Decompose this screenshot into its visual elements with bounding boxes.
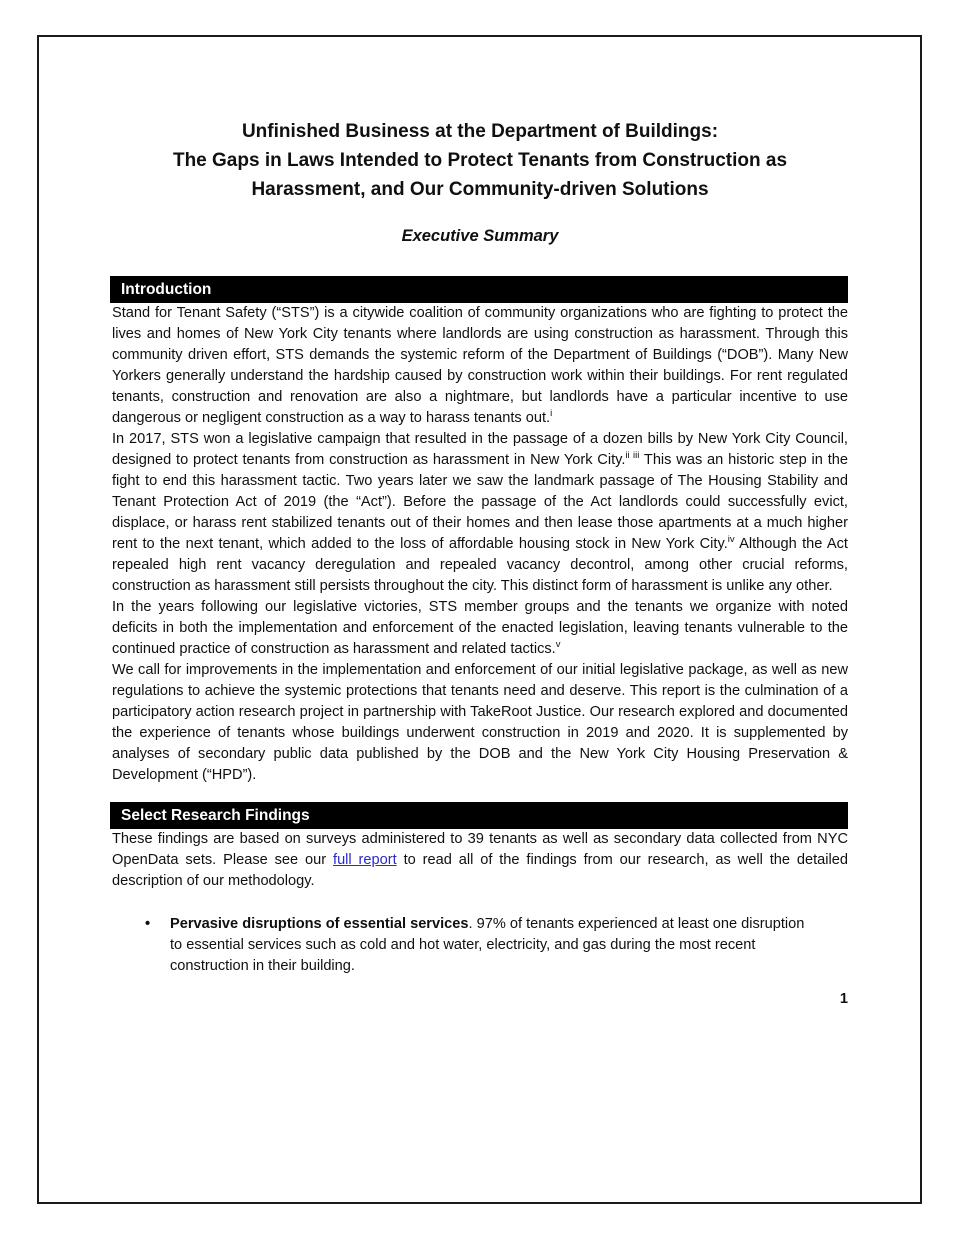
section-header-select-research-findings: Select Research Findings xyxy=(110,802,848,829)
paragraph-text: This was an historic step in the fight to end this harassment tactic. Two years later we saw the landmark passage of The Housing Stability and Tenant Protection Act of 2019 (the “Act”). Before the passage of the Act landlords could successfully evict, displace, or harass rent stabilized tenants out of their homes and then lease those apartments at a much higher rent to the next tenant, which added to the loss of affordable housing stock in New York City. xyxy=(112,452,848,552)
bullet-lead-bold: Pervasive disruptions of essential services xyxy=(170,916,469,932)
footnote-ref-iv: iv xyxy=(727,534,735,546)
document-title xyxy=(112,117,848,204)
paragraph-text: In 2017, STS won a legislative campaign that resulted in the passage of a dozen bills by New York City Council, designed to protect tenants from construction as harassment in New York City. xyxy=(112,431,848,468)
document-content xyxy=(112,117,848,1010)
paragraph-text: We call for improvements in the implementation and enforcement of our initial legislative package, as well as new regulations to achieve the systemic protections that tenants need and deserve. This report is the culmination of a participatory action research project in partnership with TakeRoot Justice. Our research explored and documented the experience of tenants whose buildings underwent construction in 2019 and 2020. It is supplemented by analyses of secondary public data published by the DOB and the New York City Housing Preservation & Development (“HPD”). xyxy=(112,662,848,783)
paragraph-text: Stand for Tenant Safety (“STS”) is a citywide coalition of community organizations who are fighting to protect the lives and homes of New York City tenants where landlords are using construction as harassment. Through this community driven effort, STS demands the systemic reform of the Department of Buildings (“DOB”). Many New Yorkers generally understand the hardship caused by construction work within their buildings. For rent regulated tenants, construction and renovation are also a nightmare, but landlords have a particular incentive to use dangerous or negligent construction as a way to harass tenants out. xyxy=(112,305,848,426)
paragraph-text: In the years following our legislative victories, STS member groups and the tenants we organize with noted deficits in both the implementation and enforcement of the enacted legislation, leaving tenants vulnerable to the continued practice of construction as harassment and related tactics. xyxy=(112,599,848,657)
title-line-3: Harassment, and Our Community-driven Solutions xyxy=(251,179,709,200)
bullet-item xyxy=(112,914,848,977)
page-number: 1 xyxy=(839,991,848,1007)
paragraph-intro-2 xyxy=(112,429,848,597)
title-line-2: The Gaps in Laws Intended to Protect Tenants from Construction as xyxy=(172,150,788,171)
footnote-ref-ii-iii: ii iii xyxy=(625,450,640,462)
paragraph-text: Although the Act repealed high rent vacancy deregulation and repealed vacancy decontrol, among other crucial reforms, construction as harassment still persists throughout the city. This distinct form of harassment is unlike any other. xyxy=(112,536,848,594)
bullet-body: . 97% of tenants experienced at least one disruption to essential services such as cold and hot water, electricity, and gas during the most recent construction in their building. xyxy=(170,916,805,974)
paragraph-intro-3 xyxy=(112,597,848,660)
paragraph-intro-1 xyxy=(112,303,848,429)
section-header-introduction: Introduction xyxy=(110,276,848,303)
full-report-link[interactable]: full report xyxy=(333,852,397,868)
bullet-icon: • xyxy=(145,916,151,932)
paragraph-text: These findings are based on surveys administered to 39 tenants as well as secondary data collected from NYC OpenData sets. Please see our xyxy=(112,831,848,868)
paragraph-findings-intro xyxy=(112,829,848,892)
footnote-ref-v: v xyxy=(555,639,561,651)
paragraph-intro-4 xyxy=(112,660,848,786)
footnote-ref-i: i xyxy=(550,408,553,420)
bullet-text xyxy=(170,914,815,977)
document-subtitle: Executive Summary xyxy=(401,227,559,245)
paragraph-text: to read all of the findings from our research, as well the detailed description of our methodology. xyxy=(112,852,848,889)
title-line-1: Unfinished Business at the Department of Buildings: xyxy=(241,121,719,142)
